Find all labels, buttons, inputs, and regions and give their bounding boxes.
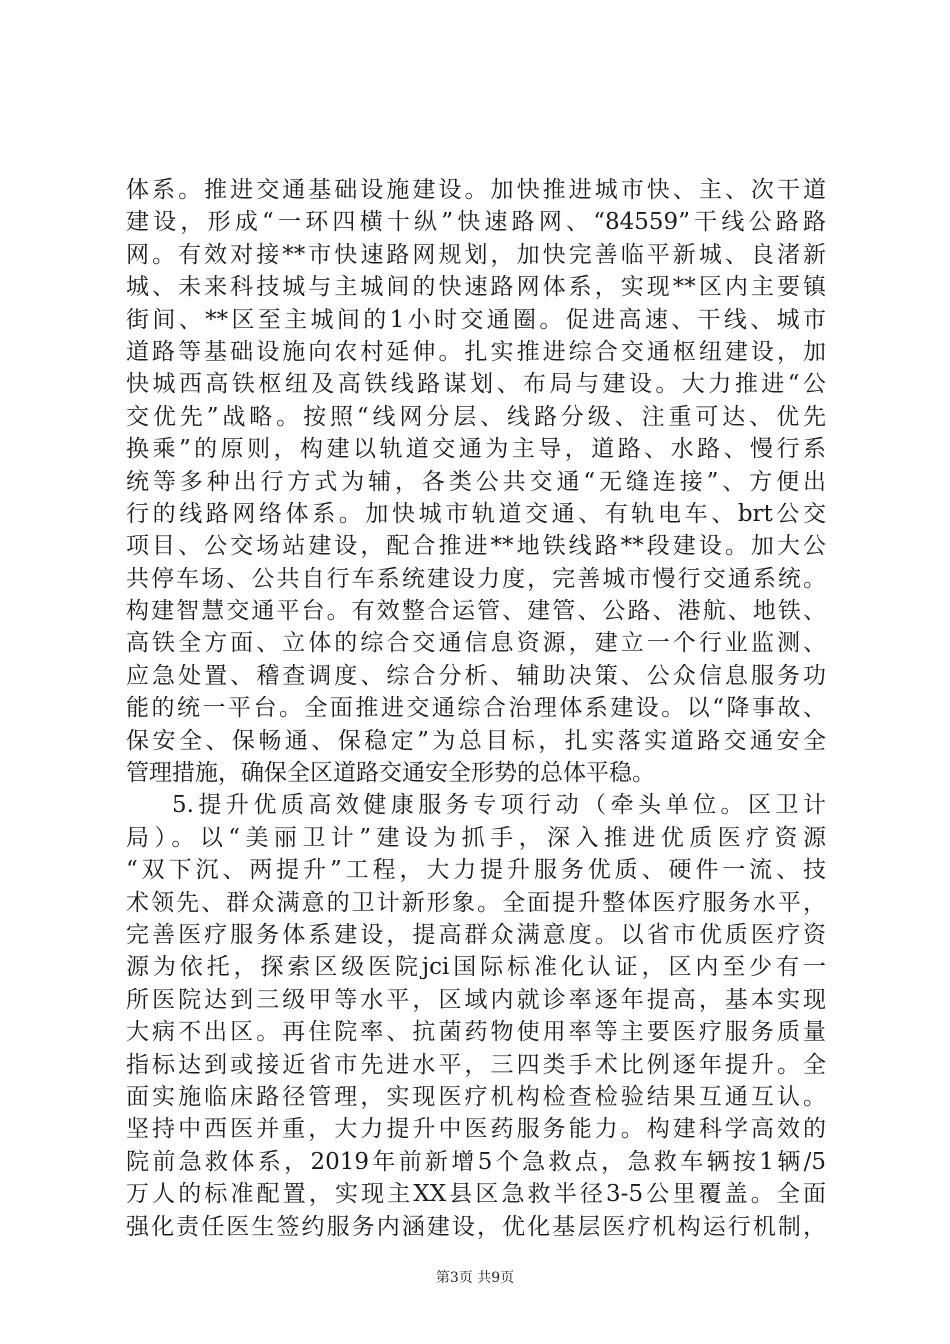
- text-line: 局）。以“美丽卫计”建设为抓手，深入推进优质医疗资源: [126, 824, 826, 851]
- text-line: 项目、公交场站建设，配合推进**地铁线路**段建设。加大公: [126, 533, 826, 560]
- text-line: 源为依托，探索区级医院jci国际标准化认证，区内至少有一: [126, 954, 826, 981]
- section-heading-line: 5.提升优质高效健康服务专项行动（牵头单位。区卫计: [172, 792, 826, 819]
- text-line: 大病不出区。再住院率、抗菌药物使用率等主要医疗服务质量: [126, 1019, 826, 1046]
- text-line: 完善医疗服务体系建设，提高群众满意度。以省市优质医疗资: [126, 921, 826, 948]
- text-line: 面实施临床路径管理，实现医疗机构检查检验结果互通互认。: [126, 1083, 826, 1110]
- text-line: 快城西高铁枢纽及高铁线路谋划、布局与建设。大力推进“公: [126, 371, 826, 398]
- text-line: 所医院达到三级甲等水平，区域内就诊率逐年提高，基本实现: [126, 986, 826, 1013]
- page-number-footer: 第3页 共9页: [435, 1270, 515, 1286]
- text-line: 网。有效对接**市快速路网规划，加快完善临平新城、良渚新: [126, 241, 826, 268]
- text-line: 高铁全方面、立体的综合交通信息资源，建立一个行业监测、: [126, 630, 826, 657]
- document-body: [126, 174, 826, 1243]
- text-line: 街间、**区至主城间的1小时交通圈。促进高速、干线、城市: [126, 306, 826, 333]
- text-line: 行的线路网络体系。加快城市轨道交通、有轨电车、brt公交: [126, 500, 826, 527]
- text-line: 坚持中西医并重，大力提升中医药服务能力。构建科学高效的: [126, 1116, 826, 1143]
- text-line: 交优先”战略。按照“线网分层、线路分级、注重可达、优先: [126, 403, 826, 430]
- paragraph-end-line: 管理措施，确保全区道路交通安全形势的总体平稳。: [126, 760, 655, 787]
- text-line: 万人的标准配置，实现主XX县区急救半径3-5公里覆盖。全面: [126, 1181, 826, 1208]
- text-line: 道路等基础设施向农村延伸。扎实推进综合交通枢纽建设，加: [126, 338, 826, 365]
- text-line: 共停车场、公共自行车系统建设力度，完善城市慢行交通系统。: [126, 565, 826, 592]
- text-line: 换乘”的原则，构建以轨道交通为主导，道路、水路、慢行系: [126, 436, 826, 463]
- text-line: 构建智慧交通平台。有效整合运管、建管、公路、港航、地铁、: [126, 598, 826, 625]
- text-line: “双下沉、两提升”工程，大力提升服务优质、硬件一流、技: [126, 857, 826, 884]
- text-line: 强化责任医生签约服务内涵建设，优化基层医疗机构运行机制，: [126, 1213, 826, 1240]
- text-line: 建设，形成“一环四横十纵”快速路网、“84559”干线公路路: [126, 209, 826, 236]
- text-line: 体系。推进交通基础设施建设。加快推进城市快、主、次干道: [126, 177, 826, 203]
- text-line: 保安全、保畅通、保稳定”为总目标，扎实落实道路交通安全: [126, 727, 826, 754]
- text-line: 应急处置、稽查调度、综合分析、辅助决策、公众信息服务功: [126, 662, 826, 689]
- text-line: 能的统一平台。全面推进交通综合治理体系建设。以“降事故、: [126, 695, 826, 722]
- text-line: 统等多种出行方式为辅，各类公共交通“无缝连接”、方便出: [126, 468, 826, 495]
- text-line: 城、未来科技城与主城间的快速路网体系，实现**区内主要镇: [126, 274, 826, 301]
- text-line: 术领先、群众满意的卫计新形象。全面提升整体医疗服务水平，: [126, 889, 826, 916]
- text-line: 院前急救体系，2019年前新增5个急救点，急救车辆按1辆/5: [126, 1148, 826, 1175]
- text-line: 指标达到或接近省市先进水平，三四类手术比例逐年提升。全: [126, 1051, 826, 1078]
